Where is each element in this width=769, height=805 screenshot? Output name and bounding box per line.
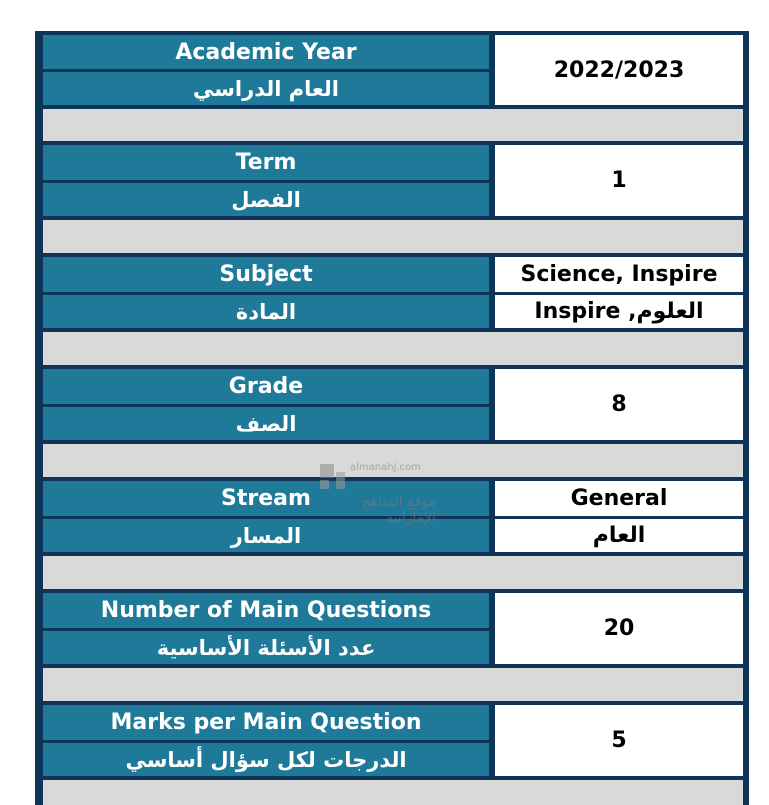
academic-year-value: 2022/2023	[495, 35, 743, 105]
subject-value-ar: العلوم, Inspire	[495, 295, 743, 328]
row-spacer	[43, 220, 743, 253]
subject-label-en: Subject	[43, 257, 489, 292]
row-spacer	[43, 109, 743, 141]
subject-value-en: Science, Inspire	[495, 257, 743, 292]
stream-label-en: Stream	[43, 481, 489, 516]
marks-per-question-label-ar: الدرجات لكل سؤال أساسي	[43, 743, 489, 776]
marks-per-question-label-en: Marks per Main Question	[43, 705, 489, 740]
row-spacer	[43, 332, 743, 365]
academic-year-label-en: Academic Year	[43, 35, 489, 69]
main-questions-label-ar: عدد الأسئلة الأساسية	[43, 631, 489, 664]
grade-value: 8	[495, 369, 743, 440]
term-label-en: Term	[43, 145, 489, 180]
stream-value-en: General	[495, 481, 743, 516]
stream-value-ar: العام	[495, 519, 743, 552]
stream-label-ar: المسار	[43, 519, 489, 552]
grade-label-ar: الصف	[43, 407, 489, 440]
main-questions-label-en: Number of Main Questions	[43, 593, 489, 628]
marks-per-question-value: 5	[495, 705, 743, 776]
row-spacer	[43, 780, 743, 805]
subject-label-ar: المادة	[43, 295, 489, 328]
term-value: 1	[495, 145, 743, 216]
watermark-site-text: almanahj.com	[350, 462, 421, 473]
academic-year-label-ar: العام الدراسي	[43, 72, 489, 105]
row-spacer	[43, 556, 743, 589]
row-spacer	[43, 444, 743, 477]
grade-label-en: Grade	[43, 369, 489, 404]
row-spacer	[43, 668, 743, 701]
main-questions-value: 20	[495, 593, 743, 664]
watermark-name-text: موقع المناهج الإماراتية	[361, 494, 436, 526]
term-label-ar: الفصل	[43, 183, 489, 216]
exam-info-table	[35, 31, 749, 805]
